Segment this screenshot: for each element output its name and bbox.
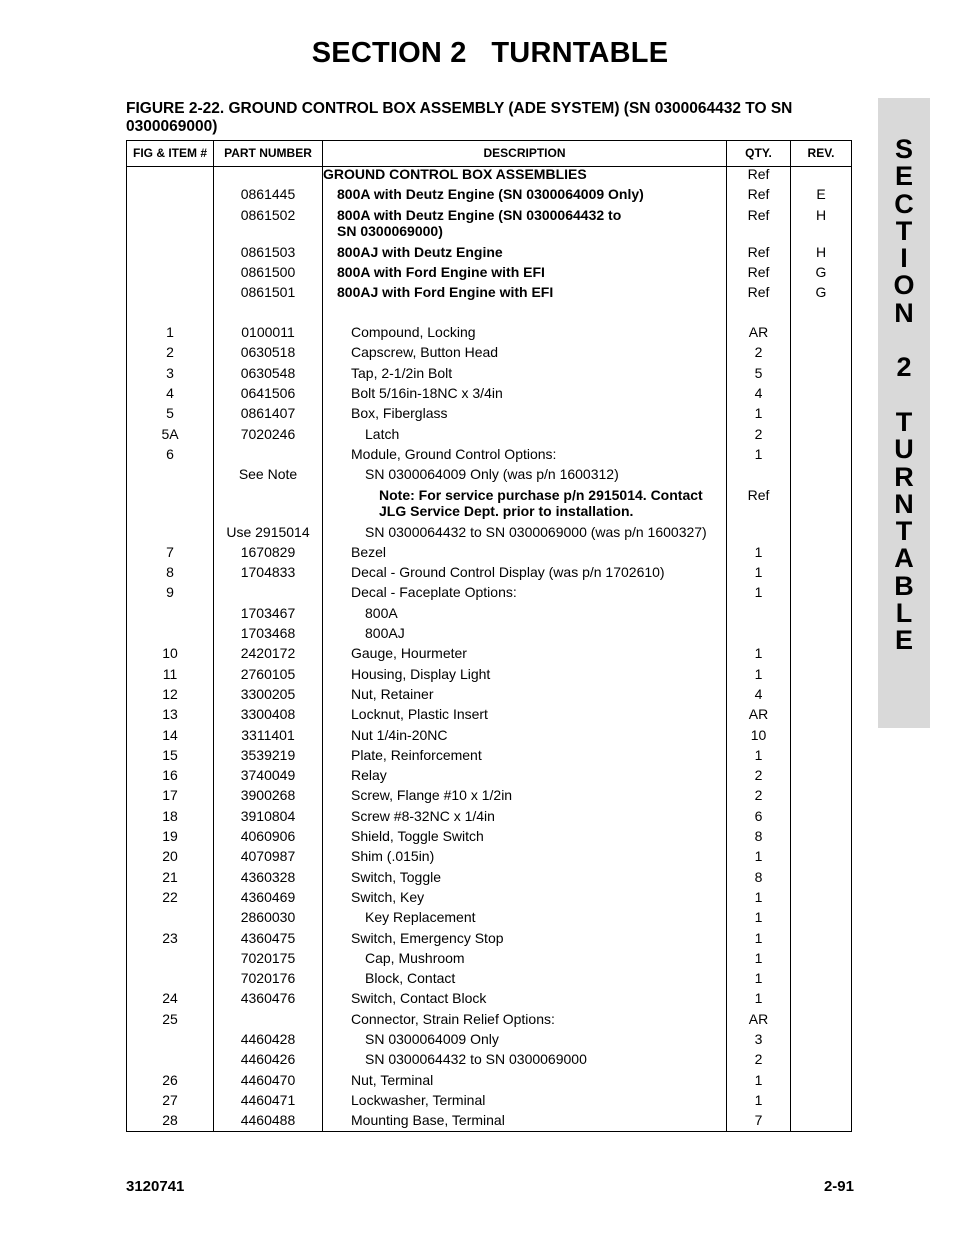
row-qty: Ref: [747, 486, 770, 503]
row-part-number: 4460428: [240, 1030, 296, 1047]
row-qty: 2: [754, 787, 763, 804]
row-part-number: 4360328: [240, 868, 296, 885]
row-qty: 1: [754, 645, 763, 662]
row-rev: H: [815, 243, 827, 260]
row-qty: Ref: [747, 263, 770, 280]
row-part-number: 0861502: [240, 206, 296, 223]
row-part-number: 0861445: [240, 186, 296, 203]
row-description: Nut, Retainer: [351, 685, 434, 702]
row-qty: 1: [754, 1091, 763, 1108]
column-header-desc: DESCRIPTION: [483, 146, 566, 160]
row-description: Switch, Contact Block: [351, 990, 487, 1007]
row-part-number: 4360469: [240, 888, 296, 905]
table-row: [127, 264, 851, 284]
row-rev: G: [815, 284, 827, 301]
table-row: [127, 625, 851, 645]
row-part-number: 0861503: [240, 243, 296, 260]
row-part-number: 4460488: [240, 1112, 296, 1129]
table-row: [127, 1092, 851, 1112]
row-qty: 5: [754, 364, 763, 381]
table-row: [127, 889, 851, 909]
table-row: [127, 686, 851, 706]
row-fig: 27: [162, 1091, 178, 1108]
row-fig: 7: [166, 543, 174, 560]
row-fig: 25: [162, 1010, 178, 1027]
row-rev: H: [815, 206, 827, 223]
row-qty: 1: [754, 665, 763, 682]
row-part-number: 0861500: [240, 263, 296, 280]
row-description: Nut, Terminal: [351, 1071, 434, 1088]
row-description: 800AJ with Deutz Engine: [337, 243, 503, 260]
row-fig: 19: [162, 828, 178, 845]
table-row: [127, 747, 851, 767]
row-qty: 10: [750, 726, 767, 743]
row-description: Switch, Key: [351, 888, 425, 905]
row-fig: 12: [162, 685, 178, 702]
table-row: [127, 787, 851, 807]
section-tab: [878, 98, 930, 728]
table-row: [127, 385, 851, 405]
row-part-number: 0100011: [241, 324, 295, 341]
row-qty: 4: [754, 685, 763, 702]
row-part-number: 2420172: [240, 645, 296, 662]
row-fig: 15: [162, 746, 178, 763]
row-part-number: 7020175: [240, 949, 296, 966]
row-qty: 3: [754, 1030, 763, 1047]
row-qty: Ref: [747, 284, 770, 301]
row-qty: 1: [754, 949, 763, 966]
row-part-number: 3910804: [240, 807, 296, 824]
row-description: Nut 1/4in-20NC: [351, 726, 448, 743]
row-qty: 7: [754, 1112, 763, 1129]
table-row: [127, 1112, 851, 1132]
column-header-rev: REV.: [807, 146, 835, 160]
row-qty: 1: [754, 564, 763, 581]
figure-title: FIGURE 2-22. GROUND CONTROL BOX ASSEMBLY (ADE SYSTEM) (SN 0300064432 TO SN 0300069000): [126, 100, 793, 135]
row-part-number: See Note: [238, 466, 298, 483]
table-row: [127, 426, 851, 446]
row-fig: 8: [166, 564, 174, 581]
row-description: Latch: [365, 425, 400, 442]
table-row: [127, 930, 851, 950]
row-qty: AR: [748, 324, 769, 341]
table-row: [127, 524, 851, 544]
page-number: 2-91: [823, 1178, 854, 1195]
row-description: Shield, Toggle Switch: [351, 828, 484, 845]
row-description: Relay: [351, 767, 387, 784]
table-row: [127, 166, 851, 186]
row-description: Screw #8-32NC x 1/4in: [351, 807, 495, 824]
row-part-number: 3900268: [240, 787, 296, 804]
table-row: [127, 645, 851, 665]
row-description: Connector, Strain Relief Options:: [351, 1010, 555, 1027]
row-description: Lockwasher, Terminal: [351, 1091, 486, 1108]
row-part-number: 1704833: [240, 564, 296, 581]
table-row: [127, 767, 851, 787]
row-part-number: 4070987: [240, 848, 296, 865]
row-fig: 3: [166, 364, 174, 381]
row-description: Locknut, Plastic Insert: [351, 706, 488, 723]
table-row: [127, 828, 851, 848]
row-qty: 2: [754, 425, 763, 442]
table-row: [127, 666, 851, 686]
row-part-number: 0630548: [240, 364, 296, 381]
row-part-number: 4460471: [240, 1091, 296, 1108]
row-fig: 10: [162, 645, 178, 662]
row-part-number: 2760105: [240, 665, 296, 682]
row-qty: 2: [754, 767, 763, 784]
row-description: SN 0300064432 to SN 0300069000 (was p/n 1600327): [365, 523, 707, 540]
row-description: Gauge, Hourmeter: [351, 645, 467, 662]
row-qty: 4: [754, 385, 763, 402]
row-description: 800AJ: [365, 625, 405, 642]
table-row: [127, 706, 851, 726]
row-description: Capscrew, Button Head: [351, 344, 499, 361]
row-qty: Ref: [747, 206, 770, 223]
table-row: [127, 584, 851, 604]
row-fig: 23: [162, 929, 178, 946]
table-row: [127, 544, 851, 564]
row-qty: 1: [754, 445, 763, 462]
row-part-number: 4360476: [240, 990, 296, 1007]
row-qty: 1: [754, 929, 763, 946]
row-fig: 16: [162, 767, 178, 784]
row-part-number: 7020246: [240, 425, 296, 442]
row-part-number: 3539219: [240, 746, 296, 763]
row-qty: 2: [754, 1051, 763, 1068]
row-qty: 1: [754, 970, 763, 987]
row-fig: 28: [162, 1112, 178, 1129]
column-header-fig: FIG & ITEM #: [132, 146, 207, 160]
column-header-qty: QTY.: [745, 146, 772, 160]
row-description: Bolt 5/16in-18NC x 3/4in: [351, 385, 503, 402]
table-row: [127, 244, 851, 264]
table-row: [127, 869, 851, 889]
row-fig: 24: [162, 990, 178, 1007]
row-description: 800AJ with Ford Engine with EFI: [337, 284, 554, 301]
row-qty: 1: [754, 405, 763, 422]
table-row: [127, 487, 851, 524]
document-number: 3120741: [126, 1178, 185, 1195]
row-description: 800A with Ford Engine with EFI: [337, 263, 545, 280]
row-qty: 6: [754, 807, 763, 824]
row-fig: 20: [162, 848, 178, 865]
table-row: [127, 207, 851, 244]
row-rev: G: [815, 263, 827, 280]
row-description: Mounting Base, Terminal: [351, 1112, 505, 1129]
row-fig: 9: [166, 584, 174, 601]
table-row: [127, 727, 851, 747]
row-description: SN 0300064009 Only: [365, 1030, 499, 1047]
row-fig: 21: [162, 868, 178, 885]
row-description: 800A with Deutz Engine (SN 0300064009 Only): [337, 186, 644, 203]
row-qty: 1: [754, 848, 763, 865]
table-row: [127, 324, 851, 344]
row-description: GROUND CONTROL BOX ASSEMBLIES: [323, 166, 587, 182]
row-description: 800A with Deutz Engine (SN 0300064432 to SN 0300069000): [337, 206, 622, 239]
row-qty: 1: [754, 543, 763, 560]
row-fig: 11: [162, 665, 178, 682]
row-description: Switch, Toggle: [351, 868, 442, 885]
row-qty: 1: [754, 990, 763, 1007]
row-fig: 4: [166, 385, 174, 402]
row-qty: 8: [754, 868, 763, 885]
row-part-number: 1670829: [240, 543, 296, 560]
row-fig: 13: [162, 706, 178, 723]
row-qty: Ref: [747, 243, 770, 260]
row-description: Housing, Display Light: [351, 665, 491, 682]
table-row: [127, 466, 851, 486]
table-row: [127, 1072, 851, 1092]
row-description: SN 0300064009 Only (was p/n 1600312): [365, 466, 619, 483]
table-row: [127, 605, 851, 625]
table-row: [127, 405, 851, 425]
row-description: Module, Ground Control Options:: [351, 445, 557, 462]
table-row: [127, 990, 851, 1010]
row-fig: 2: [166, 344, 174, 361]
row-part-number: 4360475: [240, 929, 296, 946]
row-fig: 1: [166, 324, 174, 341]
row-qty: Ref: [747, 166, 770, 182]
column-header-part: PART NUMBER: [224, 146, 312, 160]
row-qty: 8: [754, 828, 763, 845]
table-row: [127, 950, 851, 970]
row-description: Box, Fiberglass: [351, 405, 448, 422]
row-description: Cap, Mushroom: [365, 949, 465, 966]
row-description: Compound, Locking: [351, 324, 476, 341]
row-part-number: 0861407: [240, 405, 296, 422]
row-description: Bezel: [351, 543, 387, 560]
row-qty: 1: [754, 746, 763, 763]
table-row: [127, 909, 851, 929]
table-body: [127, 166, 851, 1132]
row-qty: AR: [748, 706, 769, 723]
row-qty: 2: [754, 344, 763, 361]
row-part-number: 3300408: [240, 706, 296, 723]
row-description: Plate, Reinforcement: [351, 746, 482, 763]
table-row: [127, 1011, 851, 1031]
table-row: [127, 344, 851, 364]
row-part-number: 0630518: [240, 344, 296, 361]
page-title: SECTION 2 TURNTABLE: [311, 37, 669, 69]
row-fig: 5: [166, 405, 174, 422]
row-fig: 26: [162, 1071, 178, 1088]
row-part-number: 1703467: [240, 604, 296, 621]
row-fig: 5A: [161, 425, 179, 442]
row-part-number: 3300205: [240, 685, 296, 702]
row-description: 800A: [365, 604, 398, 621]
row-part-number: Use 2915014: [226, 523, 310, 540]
row-qty: Ref: [747, 186, 770, 203]
row-fig: 18: [162, 807, 178, 824]
row-rev: E: [816, 186, 826, 203]
row-part-number: 2860030: [240, 909, 296, 926]
row-qty: 1: [754, 584, 763, 601]
row-part-number: 4060906: [240, 828, 296, 845]
row-fig: 6: [166, 445, 174, 462]
section-tab-label: S E C T I O N 2 T U R N T A B L E: [893, 134, 915, 656]
row-description: Tap, 2-1/2in Bolt: [351, 364, 453, 381]
row-part-number: 4460470: [240, 1071, 296, 1088]
table-row: [127, 284, 851, 324]
table-row: [127, 970, 851, 990]
row-part-number: 1703468: [240, 625, 296, 642]
row-description: Screw, Flange #10 x 1/2in: [351, 787, 513, 804]
row-qty: 1: [754, 909, 763, 926]
row-part-number: 3311401: [241, 726, 295, 743]
row-part-number: 3740049: [240, 767, 296, 784]
row-fig: 14: [162, 726, 178, 743]
row-description: Key Replacement: [365, 909, 476, 926]
table-row: [127, 186, 851, 206]
row-description: Note: For service purchase p/n 2915014. Contact JLG Service Dept. prior to installation.: [379, 486, 703, 519]
table-row: [127, 446, 851, 466]
row-part-number: 4460426: [240, 1051, 296, 1068]
row-description: Shim (.015in): [351, 848, 435, 865]
table-row: [127, 848, 851, 868]
table-row: [127, 808, 851, 828]
table-row: [127, 1031, 851, 1051]
row-description: SN 0300064432 to SN 0300069000: [365, 1051, 587, 1068]
row-description: Switch, Emergency Stop: [351, 929, 504, 946]
table-row: [127, 365, 851, 385]
row-part-number: 7020176: [240, 970, 296, 987]
row-qty: 1: [754, 888, 763, 905]
row-fig: 22: [162, 888, 178, 905]
row-fig: 17: [162, 787, 178, 804]
row-part-number: 0641506: [240, 385, 296, 402]
table-row: [127, 1051, 851, 1071]
row-description: Decal - Faceplate Options:: [351, 584, 517, 601]
row-part-number: 0861501: [240, 284, 296, 301]
row-description: Block, Contact: [365, 970, 456, 987]
row-qty: 1: [754, 1071, 763, 1088]
row-description: Decal - Ground Control Display (was p/n 1702610): [351, 564, 665, 581]
row-qty: AR: [748, 1010, 769, 1027]
table-row: [127, 564, 851, 584]
